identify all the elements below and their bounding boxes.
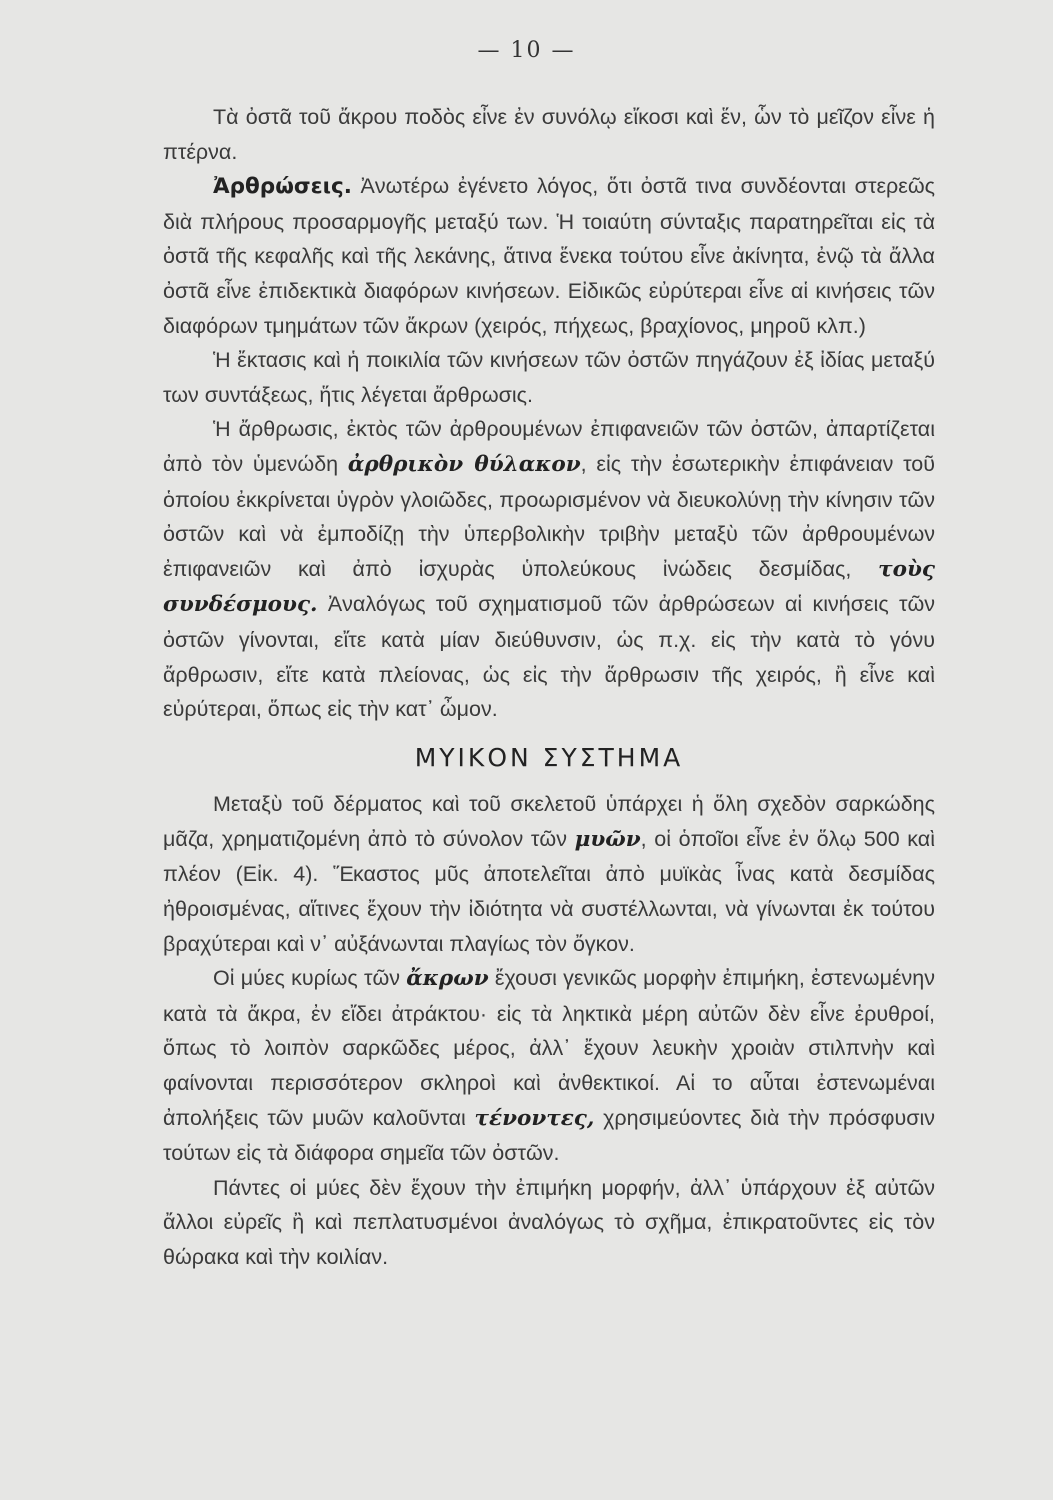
- paragraph-broad-muscles: Πάντες οἱ μύες δὲν ἔχουν τὴν ἐπιμήκη μορφήν, ἀλλ᾽ ὑπάρχουν ἐξ αὐτῶν ἄλλοι εὐρεῖς ἢ καὶ πεπλατυσμένοι ἀναλόγως τὸ σχῆμα, ἐπικρατοῦντες εἰς τὸν θώρακα καὶ τὴν κοιλίαν.: [163, 1175, 935, 1269]
- text-run: Ἡ ἄρθρωσις, ἐκτὸς τῶν ἀρθρουμένων ἐπιφανειῶν τῶν ὀστῶν, ἀπαρτίζεται ἀπὸ τὸν ὑμενώδη: [163, 417, 935, 476]
- term-articular-capsule: ἀρθρικὸν θύλακον: [347, 451, 581, 477]
- text-run: Ἀναλόγως τοῦ σχηματισμοῦ τῶν ἀρθρώσεων αἱ κινήσεις τῶν ὀστῶν γίνονται, εἴτε κατὰ μίαν διεύθυνσιν, ὡς π.χ. εἰς τὴν κατὰ τὸ γόνυ ἄρθρωσιν, εἴτε κατὰ πλείονας, ὡς εἰς τὴν ἄρθρωσιν τῆς χειρός, ἢ εἶνε καὶ εὐρύτεραι, ὅπως εἰς τὴν κατ᾽ ὦμον.: [163, 592, 935, 722]
- paragraph-articulation: [163, 412, 935, 726]
- term-tendons: τένοντες,: [474, 1105, 595, 1131]
- text-run: , οἱ ὁποῖοι εἶνε ἐν ὅλῳ 500 καὶ πλέον (Εἰκ. 4). Ἕκαστος μῦς ἀποτελεῖται ἀπὸ μυϊκὰς ἶνας κατὰ δεσμίδας ἠθροισμένας, αἵτινες ἔχουν τὴν ἰδιότητα νὰ συστέλλωνται, νὰ γίνωνται ἐκ τούτου βραχύτεραι καὶ ν᾽ αὐξάνωνται πλαγίως τὸν ὄγκον.: [163, 826, 936, 956]
- term-limbs: ἄκρων: [406, 966, 489, 992]
- paragraph-movement-variety: Ἡ ἔκτασις καὶ ἡ ποικιλία τῶν κινήσεων τῶν ὀστῶν πηγάζουν ἐξ ἰδίας μεταξύ των συντάξεως, ἥτις λέγεται ἄρθρωσις.: [163, 348, 935, 407]
- body-text: [163, 100, 935, 1275]
- text-run: Οἱ μύες κυρίως τῶν: [213, 966, 407, 991]
- paragraph-joints-text: Ἀνωτέρω ἐγένετο λόγος, ὅτι ὀστᾶ τινα συνδέονται στερεῶς διὰ πλήρους προσαρμογῆς μεταξύ των. Ἡ τοιαύτη σύνταξις παρατηρεῖται εἰς τὰ ὀστᾶ τῆς κεφαλῆς καὶ τῆς λεκάνης, ἅτινα ἕνεκα τούτου εἶνε ἀκίνητα, ἐνῷ τὰ ἄλλα ὀστᾶ εἶνε ἐπιδεκτικὰ διαφόρων κινήσεων. Εἰδικῶς εὐρύτεραι εἶνε αἱ κινήσεις τῶν διαφόρων τμημάτων τῶν ἄκρων (χειρός, πήχεως, βραχίονος, μηροῦ κλπ.): [163, 174, 935, 338]
- inline-heading-joints: Ἀρθρώσεις.: [213, 174, 352, 200]
- term-ligaments: τοὺς συνδέσμους.: [163, 556, 935, 618]
- paragraph-limb-muscles: [163, 961, 935, 1171]
- section-heading: ΜΥΙΚΟΝ ΣΥΣΤΗΜΑ: [414, 742, 684, 772]
- paragraph-joints-intro: [163, 169, 935, 343]
- text-run: ἔχουσι γενικῶς μορφὴν ἐπιμήκη, ἐστενωμένην κατὰ τὰ ἄκρα, ἐν εἴδει ἀτράκτου· εἰς τὰ ληκτικὰ μέρη αὐτῶν δὲν εἶνε ἐρυθροί, ὅπως τὸ λοιπὸν σαρκῶδες μέρος, ἀλλ᾽ ἔχουν λευκὴν χροιὰν στιλπνὴν καὶ φαίνονται περισσότερον σκληροὶ καὶ ἀνθεκτικοί. Αἱ το αὗται ἐστενωμέναι ἀπολήξεις τῶν μυῶν καλοῦνται: [163, 966, 935, 1130]
- term-muscles: μυῶν: [574, 826, 641, 852]
- text-run: Μεταξὺ τοῦ δέρματος καὶ τοῦ σκελετοῦ ὑπάρχει ἡ ὅλη σχεδὸν σαρκώδης μᾶζα, χρηματιζομένη ἀπὸ τὸ σύνολον τῶν: [163, 792, 935, 851]
- text-run: , εἰς τὴν ἐσωτερικὴν ἐπιφάνειαν τοῦ ὁποίου ἐκκρίνεται ὑγρὸν γλοιῶδες, προωρισμένον νὰ διευκολύνῃ τὴν κίνησιν τῶν ὀστῶν καὶ νὰ ἐμποδίζῃ τὴν ὑπερβολικὴν τριβὴν μεταξὺ τῶν ἀρθρουμένων ἐπιφανειῶν καὶ ἀπὸ ἰσχυρὰς ὑπολεύκους ἰνώδεις δεσμίδας,: [163, 451, 935, 581]
- text-run: χρησιμεύοντες διὰ τὴν πρόσφυσιν τούτων εἰς τὰ διάφορα σημεῖα τῶν ὀστῶν.: [163, 1105, 935, 1166]
- paragraph-muscles-intro: [163, 787, 935, 961]
- paragraph-foot-bones: Τὰ ὀστᾶ τοῦ ἄκρου ποδὸς εἶνε ἐν συνόλῳ εἴκοσι καὶ ἕν, ὧν τὸ μεῖζον εἶνε ἡ πτέρνα.: [163, 105, 935, 164]
- page-number: — 10 —: [477, 38, 576, 63]
